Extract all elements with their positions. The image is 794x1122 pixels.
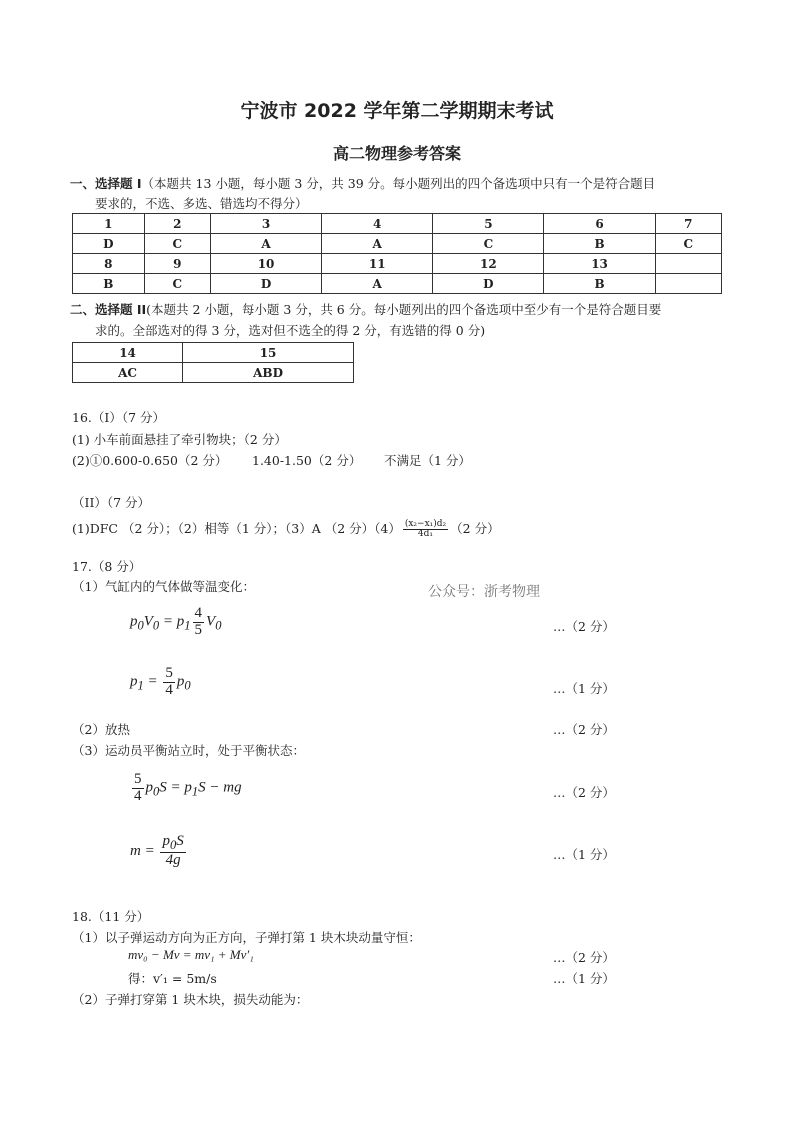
q16-part2-text: (1)DFC （2 分）；（2）相等（1 分）；（3）A （2 分）（4） <box>72 521 401 536</box>
answer-table-row <box>73 254 722 274</box>
q16-part2-line <box>72 519 500 539</box>
q17-equation-4: m = $\frac{p_0S}{4g}$ <box>130 833 184 869</box>
answer-table-cell: 3 <box>210 214 321 234</box>
answer-table-row <box>73 274 722 294</box>
answer-table-cell: 6 <box>544 214 655 234</box>
q18-eq2-score: …（1 分） <box>553 971 615 986</box>
answer-table-cell <box>655 254 721 274</box>
fraction-numerator: (x₂−x₁)d₂ <box>404 518 447 529</box>
q16-part2-score: （2 分） <box>450 521 500 536</box>
q18-eq1-score: …（2 分） <box>553 950 615 965</box>
answer-table-cell: 2 <box>144 214 210 234</box>
q17-equation-2: $p_1$ = $\frac{5}{4}$ $p_0$ <box>130 665 191 698</box>
section1-desc-line1: （本题共 13 小题，每小题 3 分，共 39 分。每小题列出的四个备选项中只有一个是符合题目 <box>141 176 656 191</box>
q17-equation-1: $p_0V_0 = p_1$ $\frac{4}{5}$ $V_0$ <box>130 605 222 638</box>
q16-heading: 16.（I）（7 分） <box>72 410 165 425</box>
section2-label: 二、选择题 II <box>70 302 147 317</box>
answer-table-cell: B <box>73 274 145 294</box>
answer-table-cell: AC <box>73 363 183 383</box>
answer-table-cell: 7 <box>655 214 721 234</box>
q18-equation-1: mv₀ − Mv = mv₁ + Mv′₁ <box>128 947 254 962</box>
q18-line2: （2）子弹打穿第 1 块木块，损失动能为： <box>72 992 309 1007</box>
answer-table-cell: 13 <box>544 254 655 274</box>
answer-table-cell <box>655 274 721 294</box>
answer-table-cell: D <box>210 274 321 294</box>
answer-table-cell: C <box>433 234 544 254</box>
answer-table-cell: 12 <box>433 254 544 274</box>
answer-table-cell: A <box>322 274 433 294</box>
section2-desc-line2: 求的。全部选对的得 3 分，选对但不选全的得 2 分，有选错的得 0 分) <box>95 323 486 338</box>
section2-heading <box>70 300 661 318</box>
q17-line3: （3）运动员平衡站立时，处于平衡状态： <box>72 743 305 758</box>
page-subtitle: 高二物理参考答案 <box>332 144 461 163</box>
answer-table-cell: 1 <box>73 214 145 234</box>
answer-table-cell: 8 <box>73 254 145 274</box>
answer-table-cell: D <box>433 274 544 294</box>
answer-table-cell: 15 <box>183 343 354 363</box>
q17-equation-3: $\frac{5}{4}$ $p_0S = p_1S$ − mg <box>134 771 242 804</box>
answer-table-cell: 9 <box>144 254 210 274</box>
q16-line1: (1) 小车前面悬挂了牵引物块；（2 分） <box>72 432 287 447</box>
q17-eq2-score: …（1 分） <box>553 681 615 696</box>
q16-line2b: 1.40-1.50（2 分） <box>252 453 362 468</box>
q18-heading: 18.（11 分） <box>72 909 150 924</box>
q17-eq1-score: …（2 分） <box>553 619 615 634</box>
answer-table-cell: C <box>655 234 721 254</box>
q17-eq4-score: …（1 分） <box>553 847 615 862</box>
q17-eq3-score: …（2 分） <box>553 785 615 800</box>
answer-table-cell: 4 <box>322 214 433 234</box>
answer-table-cell: 5 <box>433 214 544 234</box>
q18-line1: （1）以子弹运动方向为正方向，子弹打第 1 块木块动量守恒： <box>72 930 421 945</box>
q16-line2a: (2)①0.600-0.650（2 分） <box>72 453 228 468</box>
answer-table-cell: ABD <box>183 363 354 383</box>
answer-table-cell: C <box>144 274 210 294</box>
q17-line2: （2）放热 <box>72 722 130 737</box>
fraction-denominator: 4d₁ <box>417 529 434 539</box>
section1-label: 一、选择题 I <box>70 176 142 191</box>
answer-table-row <box>73 343 354 363</box>
section1-desc-line2: 要求的，不选、多选、错选均不得分） <box>95 196 308 211</box>
answer-table-row <box>73 214 722 234</box>
page-title: 宁波市 2022 学年第二学期期末考试 <box>240 100 554 122</box>
q17-line1: （1）气缸内的气体做等温变化： <box>72 579 255 594</box>
section2-answer-table <box>72 342 354 383</box>
section2-desc-line1: (本题共 2 小题，每小题 3 分，共 6 分。每小题列出的四个备选项中至少有一个是符合题目要 <box>146 302 662 317</box>
q17-line2-score: …（2 分） <box>553 722 615 737</box>
answer-table-cell: A <box>210 234 321 254</box>
q16-part2-heading: （II）（7 分） <box>72 495 151 510</box>
answer-table-cell: A <box>322 234 433 254</box>
q16-answer-fraction <box>403 520 448 540</box>
section1-answer-table <box>72 213 722 294</box>
answer-table-cell: C <box>144 234 210 254</box>
answer-table-cell: 11 <box>322 254 433 274</box>
watermark-text: 公众号：浙考物理 <box>428 584 540 600</box>
answer-table-row <box>73 363 354 383</box>
answer-table-cell: 14 <box>73 343 183 363</box>
answer-table-cell: B <box>544 274 655 294</box>
answer-table-cell: 10 <box>210 254 321 274</box>
q18-equation-2: 得：v′₁ = 5m/s <box>128 971 217 986</box>
answer-table-cell: D <box>73 234 145 254</box>
section1-heading <box>70 174 655 192</box>
answer-table-row <box>73 234 722 254</box>
q17-heading: 17.（8 分） <box>72 559 142 574</box>
q16-line2c: 不满足（1 分） <box>384 453 471 468</box>
answer-table-cell: B <box>544 234 655 254</box>
